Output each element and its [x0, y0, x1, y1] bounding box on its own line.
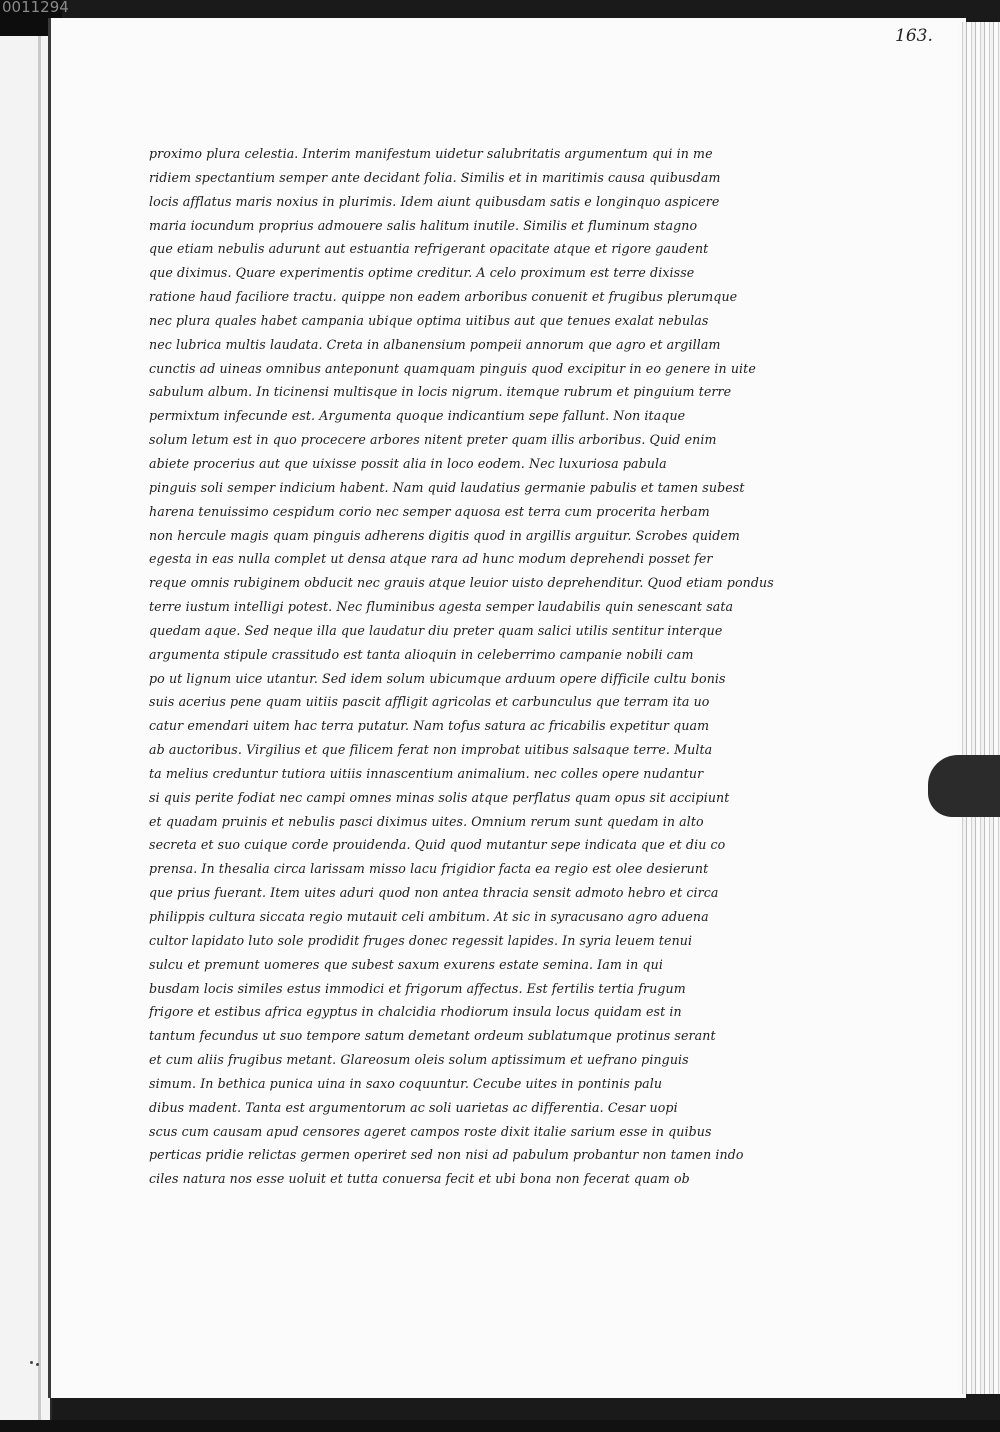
text-line: argumenta stipule crassitudo est tanta alioquin in celeberrimo campanie nobili cam: [149, 646, 694, 662]
text-line: et quadam pruinis et nebulis pasci diximus uites. Omnium rerum sunt quedam in alto: [149, 813, 704, 829]
text-line: si quis perite fodiat nec campi omnes minas solis atque perflatus quam opus sit accipiunt: [149, 789, 730, 805]
text-line: locis afflatus maris noxius in plurimis. Idem aiunt quibusdam satis e longinquo aspicere: [149, 193, 720, 209]
text-line: cunctis ad uineas omnibus anteponunt quamquam pinguis quod excipitur in eo genere in uite: [149, 360, 756, 376]
ink-speck: [30, 1361, 33, 1364]
text-line: terre iustum intelligi potest. Nec fluminibus agesta semper laudabilis quin senescant sata: [149, 599, 734, 615]
text-line: que prius fuerant. Item uites aduri quod non antea thracia sensit admoto hebro et circa: [149, 885, 719, 901]
archive-id-label: 0011294: [0, 0, 62, 40]
holding-thumb: [928, 755, 1000, 817]
text-line: ratione haud faciliore tractu. quippe non eadem arboribus conuenit et frugibus plerumque: [149, 289, 738, 305]
text-line: po ut lignum uice utantur. Sed idem solum ubicumque arduum opere difficile cultu bonis: [149, 670, 726, 686]
text-line: ridiem spectantium semper ante decidant folia. Similis et in maritimis causa quibusdam: [149, 169, 721, 185]
text-line: que diximus. Quare experimentis optime creditur. A celo proximum est terre dixisse: [149, 265, 695, 281]
stacked-page-edges: [958, 22, 1000, 1394]
binding-gutter: [38, 36, 41, 1421]
text-line: simum. In bethica punica uina in saxo coquuntur. Cecube uites in pontinis palu: [149, 1075, 663, 1091]
text-line: sulcu et premunt uomeres que subest saxum exurens estate semina. Iam in qui: [149, 956, 663, 972]
text-line: catur emendari uitem hac terra putatur. Nam tofus satura ac fricabilis expetitur quam: [149, 718, 710, 734]
text-line: solum letum est in quo procecere arbores nitent preter quam illis arboribus. Quid enim: [149, 432, 717, 448]
text-line: reque omnis rubiginem obducit nec grauis atque leuior uisto deprehenditur. Quod etiam pondus: [149, 575, 774, 591]
text-line: que etiam nebulis adurunt aut estuantia refrigerant opacitate atque et rigore gaudent: [149, 241, 709, 257]
text-line: permixtum infecunde est. Argumenta quoque indicantium sepe fallunt. Non itaque: [149, 408, 686, 424]
text-line: ta melius creduntur tutiora uitiis innascentium animalium. nec colles opere nudantur: [149, 765, 704, 781]
text-line: prensa. In thesalia circa larissam misso lacu frigidior facta ea regio est olee desierunt: [149, 861, 709, 877]
folio-number: 163.: [895, 26, 933, 46]
text-line: harena tenuissimo cespidum corio nec semper aquosa est terra cum procerita herbam: [149, 503, 710, 519]
text-line: nec plura quales habet campania ubique optima uitibus aut que tenues exalat nebulas: [149, 312, 709, 328]
text-line: maria iocundum proprius admouere salis halitum inutile. Similis et fluminum stagno: [149, 217, 698, 233]
text-line: perticas pridie relictas germen operiret sed non nisi ad pabulum probantur non tamen indo: [149, 1147, 744, 1163]
text-line: ab auctoribus. Virgilius et que filicem ferat non improbat uitibus salsaque terre. Multa: [149, 742, 713, 758]
text-line: et cum aliis frugibus metant. Glareosum oleis solum aptissimum et uefrano pinguis: [149, 1052, 689, 1068]
left-facing-page-edge: [0, 36, 52, 1421]
text-line: tantum fecundus ut suo tempore satum demetant ordeum sublatumque protinus serant: [149, 1028, 716, 1044]
text-line: secreta et suo cuique corde prouidenda. Quid quod mutantur sepe indicata que et diu co: [149, 837, 726, 853]
text-line: dibus madent. Tanta est argumentorum ac soli uarietas ac differentia. Cesar uopi: [149, 1099, 678, 1115]
text-line: quedam aque. Sed neque illa que laudatur diu preter quam salici utilis sentitur interque: [149, 622, 723, 638]
text-line: non hercule magis quam pinguis adherens digitis quod in argillis arguitur. Scrobes quidem: [149, 527, 740, 543]
text-line: frigore et estibus africa egyptus in chalcidia rhodiorum insula locus quidam est in: [149, 1004, 682, 1020]
text-line: egesta in eas nulla complet ut densa atque rara ad hunc modum deprehendi posset fer: [149, 551, 713, 567]
text-line: philippis cultura siccata regio mutauit celi ambitum. At sic in syracusano agro aduena: [149, 909, 709, 924]
ink-speck: [36, 1363, 39, 1366]
manuscript-text-block: [149, 142, 779, 1191]
text-line: sabulum album. In ticinensi multisque in locis nigrum. itemque rubrum et pinguium terre: [149, 384, 732, 400]
text-line: nec lubrica multis laudata. Creta in albanensium pompeii annorum que agro et argillam: [149, 336, 721, 352]
text-line: pinguis soli semper indicium habent. Nam quid laudatius germanie pabulis et tamen subest: [149, 479, 745, 495]
text-line: abiete procerius aut que uixisse possit alia in loco eodem. Nec luxuriosa pabula: [149, 455, 667, 471]
text-line: suis acerius pene quam uitiis pascit affligit agricolas et carbunculus que terram ita uo: [149, 694, 710, 710]
text-line: scus cum causam apud censores ageret campos roste dixit italie sarium esse in quibus: [149, 1123, 712, 1139]
text-line: ciles natura nos esse uoluit et tutta conuersa fecit et ubi bona non fecerat quam ob: [149, 1171, 690, 1187]
scan-bottom-edge: [0, 1420, 1000, 1432]
text-line: cultor lapidato luto sole prodidit fruges donec regessit lapides. In syria leuem tenui: [149, 932, 693, 948]
text-line: proximo plura celestia. Interim manifestum uidetur salubritatis argumentum qui in me: [149, 146, 713, 161]
text-line: busdam locis similes estus immodici et frigorum affectus. Est fertilis tertia frugum: [149, 980, 686, 996]
